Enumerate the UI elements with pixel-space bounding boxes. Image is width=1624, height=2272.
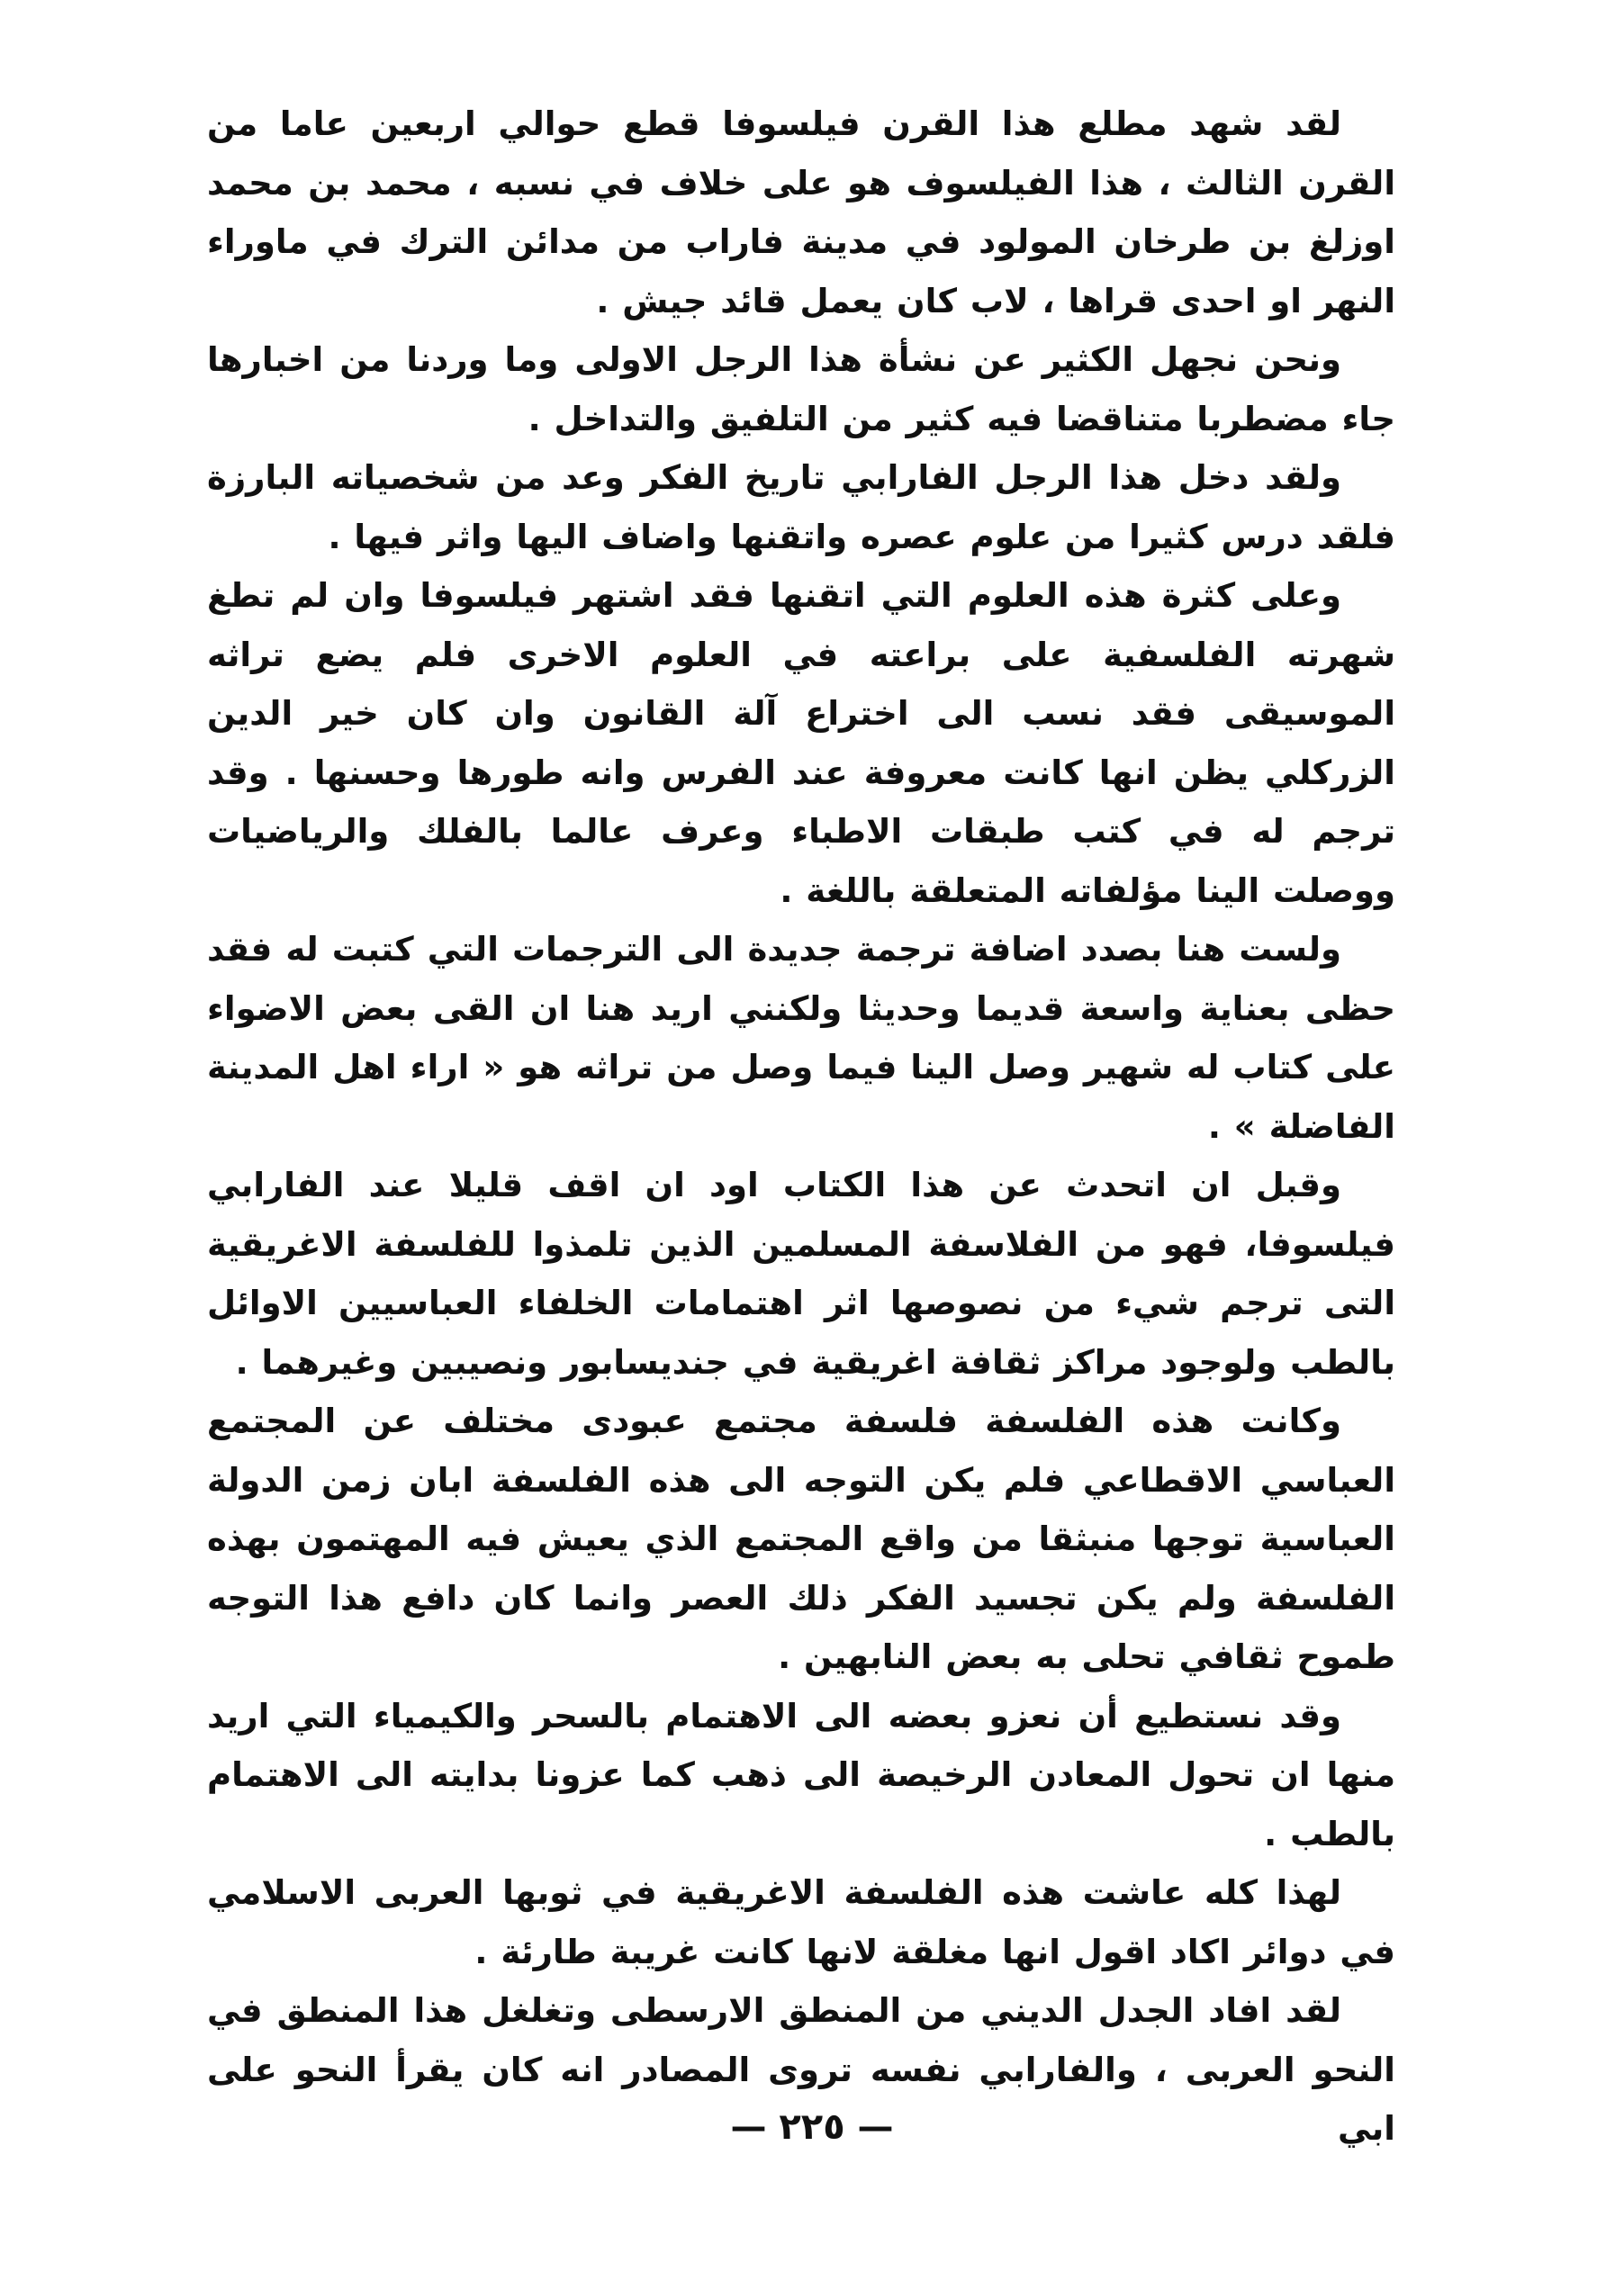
body-text bbox=[207, 95, 1395, 2159]
paragraph-10: لقد افاد الجدل الديني من المنطق الارسطى وتغلغل هذا المنطق في النحو العربى ، والفارابي نفسه تروى المصادر انه كان يقرأ النحو على ابي bbox=[207, 1991, 1395, 2148]
paragraph-3: ولقد دخل هذا الرجل الفارابي تاريخ الفكر وعد من شخصياته البارزة فلقد درس كثيرا من علوم عصره واتقنها واضاف اليها واثر فيها . bbox=[207, 458, 1395, 556]
paragraph-6: وقبل ان اتحدث عن هذا الكتاب اود ان اقف قليلا عند الفارابي فيلسوفا، فهو من الفلاسفة المسلمين الذين تلمذوا للفلسفة الاغريقية التى ترجم شيء من نصوصها اثر اهتمامات الخلفاء العباسيين الاوائل بالطب ولوجود مراكز ثقافة اغريقية في جنديسابور ونصيبين وغيرهما . bbox=[207, 1166, 1395, 1382]
paragraph-1: لقد شهد مطلع هذا القرن فيلسوفا قطع حوالي اربعين عاما من القرن الثالث ، هذا الفيلسوف هو على خلاف في نسبه ، محمد بن محمد اوزلغ بن طرخان المولود في مدينة فاراب من مدائن الترك في ماوراء النهر او احدى قراها ، لاب كان يعمل قائد جيش . bbox=[207, 104, 1395, 320]
paragraph-5: ولست هنا بصدد اضافة ترجمة جديدة الى الترجمات التي كتبت له فقد حظى بعناية واسعة قديما وحديثا ولكنني اريد هنا ان القى بعض الاضواء على كتاب له شهير وصل الينا فيما وصل من تراثه هو « اراء اهل المدينة الفاضلة » . bbox=[207, 930, 1395, 1146]
paragraph-8: وقد نستطيع أن نعزو بعضه الى الاهتمام بالسحر والكيمياء التي اريد منها ان تحول المعادن الرخيصة الى ذهب كما عزونا بدايته الى الاهتمام بالطب . bbox=[207, 1696, 1395, 1853]
paragraph-9: لهذا كله عاشت هذه الفلسفة الاغريقية في ثوبها العربى الاسلامي في دوائر اكاد اقول انها مغلقة لانها كانت غريبة طارئة . bbox=[207, 1873, 1395, 1971]
paragraph-4: وعلى كثرة هذه العلوم التي اتقنها فقد اشتهر فيلسوفا وان لم تطغ شهرته الفلسفية على براعته في العلوم الاخرى فلم يضع تراثه الموسيقى فقد نسب الى اختراع آلة القانون وان كان خير الدين الزركلي يظن انها كانت معروفة عند الفرس وانه طورها وحسنها . وقد ترجم له في كتب طبقات الاطباء وعرف عالما بالفلك والرياضيات ووصلت الينا مؤلفاته المتعلقة باللغة . bbox=[207, 576, 1395, 910]
page-number: — ٢٢٥ — bbox=[730, 2106, 894, 2148]
paragraph-2: ونحن نجهل الكثير عن نشأة هذا الرجل الاولى وما وردنا من اخبارها جاء مضطربا متناقضا فيه كثير من التلفيق والتداخل . bbox=[207, 340, 1395, 438]
paragraph-7: وكانت هذه الفلسفة فلسفة مجتمع عبودى مختلف عن المجتمع العباسي الاقطاعي فلم يكن التوجه الى هذه الفلسفة ابان زمن الدولة العباسية توجها منبثقا من واقع المجتمع الذي يعيش فيه المهتمون بهذه الفلسفة ولم يكن تجسيد الفكر ذلك العصر وانما كان دافع هذا التوجه طموح ثقافي تحلى به بعض النابهين . bbox=[207, 1402, 1395, 1676]
